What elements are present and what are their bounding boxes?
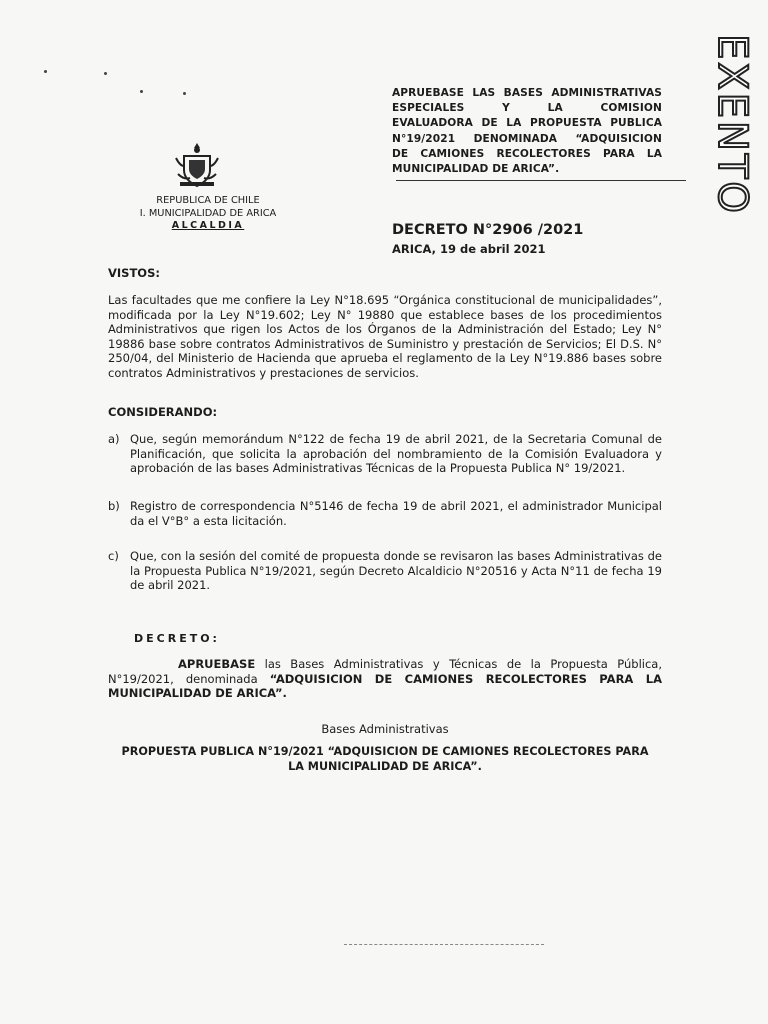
vistos-text: Las facultades que me confiere la Ley N°18.695 “Orgánica constitucional de municipalidades”, modificada por la Ley N°19.602; Ley N° 19880 que establece bases de los procedimientos Administrativos que rigen los Actos de los Órganos de la Administración del Estado; Ley N° 19886 base sobre contratos Administrativos de Suministro y prestación de Servicios; El D.S. N° 250/04, del Ministerio de Hacienda que aprueba el reglamento de la Ley N°19.886 bases sobre contratos Administrativos y prestaciones de servicios. — [108, 293, 662, 380]
item-marker: b) — [108, 499, 120, 513]
proposal-line: LA MUNICIPALIDAD DE ARICA”. — [288, 760, 482, 773]
scan-speck — [104, 72, 107, 75]
item-marker: c) — [108, 549, 119, 563]
considerando-item — [108, 432, 662, 476]
title-line: MUNICIPALIDAD DE ARICA”. — [392, 163, 560, 176]
decree-number: DECRETO N°2906 /2021 — [392, 222, 584, 238]
scan-speck — [140, 90, 143, 93]
title-line: N°19/2021 DENOMINADA “ADQUISICION — [392, 132, 662, 145]
section-subtitle: Bases Administrativas — [321, 722, 449, 736]
considerando-item — [108, 499, 662, 528]
scan-speck — [183, 92, 186, 95]
proposal-heading — [100, 744, 670, 774]
scan-artifact-line — [344, 944, 544, 945]
title-line: DE CAMIONES RECOLECTORES PARA LA — [392, 147, 662, 160]
exento-stamp — [700, 34, 764, 216]
considerando-label: CONSIDERANDO: — [108, 405, 218, 419]
resolution-text: las Bases Administrativas y Técnicas de la Propuesta Pública, N°19/2021, denominada — [108, 657, 662, 686]
municipal-crest-icon — [172, 140, 222, 190]
decree-date: ARICA, 19 de abril 2021 — [392, 242, 546, 256]
title-line: ESPECIALES Y LA COMISION — [392, 102, 662, 115]
considerando-item — [108, 549, 662, 593]
document-title — [392, 86, 662, 177]
proposal-line: PROPUESTA PUBLICA N°19/2021 “ADQUISICION DE CAMIONES RECOLECTORES PARA — [121, 745, 649, 758]
item-marker: a) — [108, 432, 120, 446]
title-underline — [396, 180, 686, 181]
scan-speck — [44, 70, 47, 73]
resolution-verb: APRUEBASE — [178, 657, 256, 671]
municipality-line: I. MUNICIPALIDAD DE ARICA — [139, 207, 277, 219]
title-line: EVALUADORA DE LA PROPUESTA PUBLICA — [392, 117, 662, 130]
resolution-title: “ADQUISICION DE CAMIONES RECOLECTORES PARA LA MUNICIPALIDAD DE ARICA”. — [108, 671, 663, 701]
country-line: REPUBLICA DE CHILE — [156, 195, 260, 206]
stamp-text: EXENTO — [709, 34, 755, 216]
decree-resolution — [108, 657, 662, 701]
vistos-label: VISTOS: — [108, 266, 160, 280]
municipality-header — [118, 195, 298, 233]
alcaldia-line: ALCALDIA — [171, 220, 245, 231]
item-text: Que, según memorándum N°122 de fecha 19 de abril 2021, de la Secretaria Comunal de Planificación, que solicita la aprobación del nombramiento de la Comisión Evaluadora y aprobación de las bases Administrativas Técnicas de la Propuesta Publica N° 19/2021. — [130, 432, 662, 476]
item-text: Registro de correspondencia N°5146 de fecha 19 de abril 2021, el administrador Municipal da el V°B° a esta licitación. — [130, 499, 662, 528]
item-text: Que, con la sesión del comité de propuesta donde se revisaron las bases Administrativas de la Propuesta Publica N°19/2021, según Decreto Alcaldicio N°20516 y Acta N°11 de fecha 19 de abril 2021. — [130, 549, 662, 593]
decreto-label: DECRETO: — [134, 632, 220, 645]
title-line: APRUEBASE LAS BASES ADMINISTRATIVAS — [392, 87, 662, 99]
